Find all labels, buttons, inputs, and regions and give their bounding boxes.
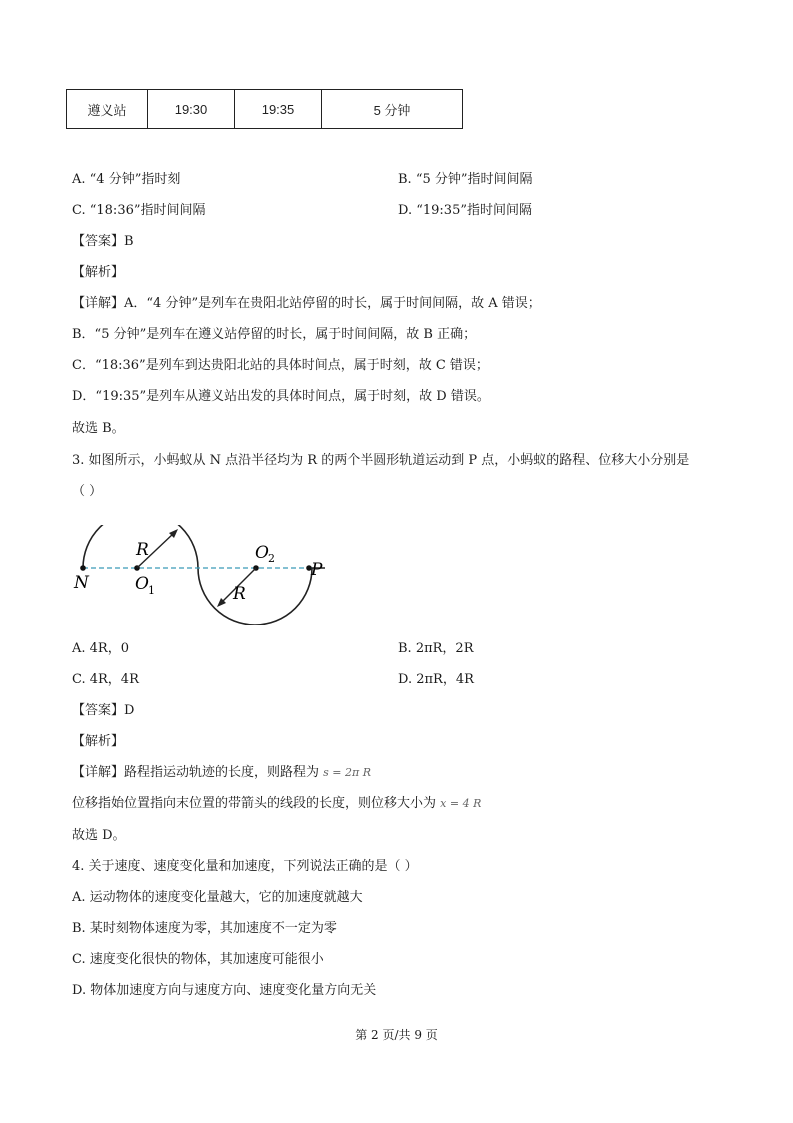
label-n: N — [74, 573, 89, 593]
q3-option-c: C. 4R，4R — [72, 672, 139, 687]
label-o2-subscript: 2 — [268, 552, 275, 565]
arrive-cell: 19:30 — [148, 90, 235, 129]
q3-detail-displacement-line — [72, 795, 481, 813]
station-cell: 遵义站 — [67, 90, 148, 129]
displacement-formula: x = 4 R — [440, 797, 482, 810]
label-o1: O — [135, 574, 149, 594]
table-row — [67, 90, 463, 129]
q2-detail-c: C．“18:36”是列车到达贵阳北站的具体时间点，属于时刻，故 C 错误； — [72, 358, 489, 373]
label-o1-subscript: 1 — [148, 584, 155, 597]
q4-stem: 4. 关于速度、速度变化量和加速度，下列说法正确的是（ ） — [72, 859, 418, 874]
point-n-dot — [80, 565, 86, 571]
timetable — [66, 89, 463, 129]
q3-detail-displacement-text: 位移指始位置指向末位置的带箭头的线段的长度，则位移大小为 — [72, 796, 437, 811]
q4-option-a: A. 运动物体的速度变化量越大，它的加速度就越大 — [72, 890, 363, 905]
q3-option-b: B. 2πR，2R — [398, 641, 474, 656]
q3-answer: 【答案】D — [72, 703, 135, 718]
q2-detail-b: B．“5 分钟”是列车在遵义站停留的时长，属于时间间隔，故 B 正确； — [72, 327, 477, 342]
q2-answer: 【答案】B — [72, 234, 134, 249]
q3-stem: 3. 如图所示，小蚂蚁从 N 点沿半径均为 R 的两个半圆形轨道运动到 P 点，小蚂蚁的路程、位移大小分别是 — [72, 453, 690, 468]
depart-cell: 19:35 — [235, 90, 322, 129]
page-footer: 第 2 页/共 9 页 — [355, 1028, 438, 1042]
q3-conclusion: 故选 D。 — [72, 828, 126, 843]
q2-option-b: B. “5 分钟”指时间间隔 — [398, 172, 533, 187]
label-p: P — [311, 560, 323, 580]
semicircle-path — [83, 525, 325, 625]
q2-analysis-label: 【解析】 — [72, 265, 125, 280]
q3-stem-bracket: （ ） — [72, 484, 103, 499]
q4-option-d: D. 物体加速度方向与速度方向、速度变化量方向无关 — [72, 983, 377, 998]
q2-detail-d: D．“19:35”是列车从遵义站出发的具体时间点，属于时刻，故 D 错误。 — [72, 389, 490, 404]
label-r-lower: R — [233, 584, 246, 604]
q2-conclusion: 故选 B。 — [72, 421, 125, 436]
label-r-upper: R — [136, 540, 149, 560]
q3-detail-path-line — [72, 764, 371, 782]
path-formula: s = 2π R — [323, 766, 372, 779]
label-o2: O — [255, 543, 269, 563]
q4-option-b: B. 某时刻物体速度为零，其加速度不一定为零 — [72, 921, 337, 936]
q2-option-c: C. “18:36”指时间间隔 — [72, 203, 206, 218]
q2-detail-a: 【详解】A．“4 分钟”是列车在贵阳北站停留的时长，属于时间间隔，故 A 错误； — [72, 296, 541, 311]
q3-analysis-label: 【解析】 — [72, 734, 125, 749]
q3-detail-path-text: 【详解】路程指运动轨迹的长度，则路程为 — [72, 765, 320, 780]
q2-option-a: A. “4 分钟”指时刻 — [72, 172, 181, 187]
q4-option-c: C. 速度变化很快的物体，其加速度可能很小 — [72, 952, 324, 967]
q3-option-a: A. 4R，0 — [72, 641, 129, 656]
q3-option-d: D. 2πR，4R — [398, 672, 474, 687]
semicircle-track-figure — [70, 525, 340, 625]
stop-duration-cell: 5 分钟 — [322, 90, 463, 129]
q2-option-d: D. “19:35”指时间间隔 — [398, 203, 532, 218]
